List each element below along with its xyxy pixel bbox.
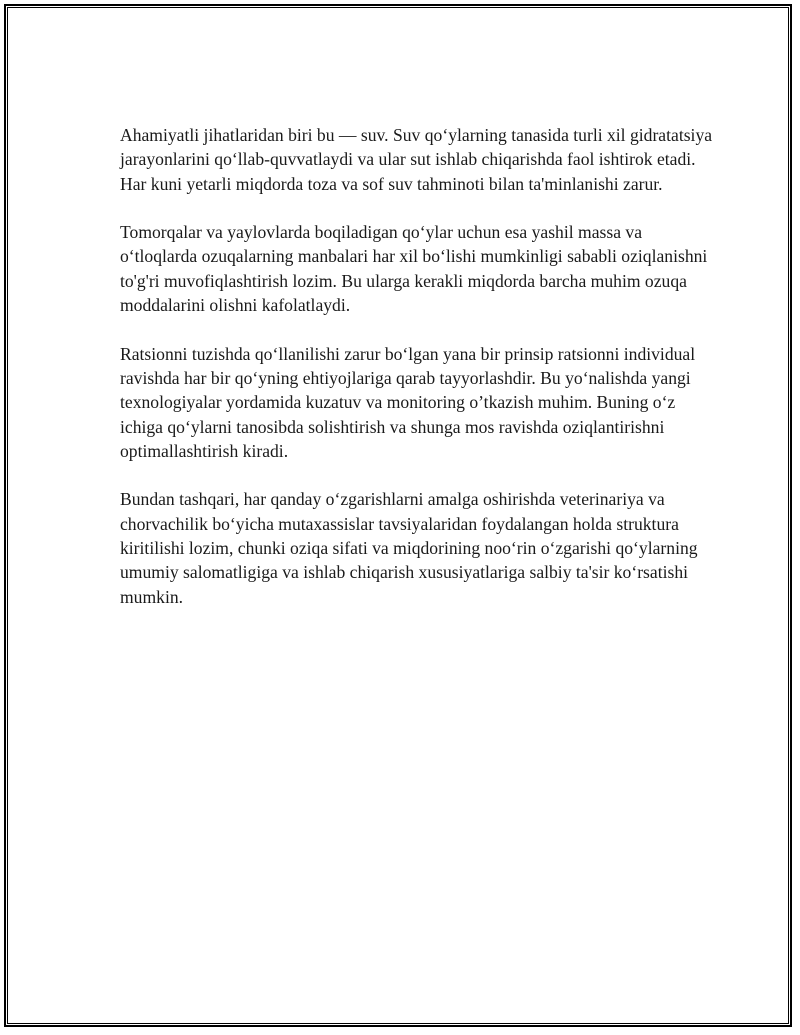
document-body xyxy=(120,123,720,633)
paragraph-pasture-feeding: Tomorqalar va yaylovlarda boqiladigan qo‘ylar uchun esa yashil massa va o‘tloqlarda ozuqalarning manbalari har xil bo‘lishi mumkinligi sababli oziqlanishni to'g'ri muvofiqlashtirish lozim. Bu ularga kerakli miqdorda barcha muhim ozuqa moddalarini olishni kafolatlaydi. xyxy=(120,222,708,316)
paragraph-expert-recommendations: Bundan tashqari, har qanday o‘zgarishlarni amalga oshirishda veterinariya va chorvachilik bo‘yicha mutaxassislar tavsiyalaridan foydalangan holda struktura kiritilishi lozim, chunki oziqa sifati va miqdorining noo‘rin o‘zgarishi qo‘ylarning umumiy salomatligiga va ishlab chiqarish xususiyatlariga salbiy ta'sir ko‘rsatishi mumkin. xyxy=(120,489,698,607)
paragraph-individual-ration: Ratsionni tuzishda qo‘llanilishi zarur bo‘lgan yana bir prinsip ratsionni individual ravishda har bir qo‘yning ehtiyojlariga qarab tayyorlashdir. Bu yo‘nalishda yangi texnologiyalar yordamida kuzatuv va monitoring o’tkazish muhim. Buning o‘z ichiga qo‘ylarni tanosibda solishtirish va shunga mos ravishda oziqlantirishni optimallashtirish kiradi. xyxy=(120,343,696,461)
page-border xyxy=(4,4,792,1027)
paragraph-water: Ahamiyatli jihatlaridan biri bu — suv. Suv qo‘ylarning tanasida turli xil gidratatsiya jarayonlarini qo‘llab-quvvatlaydi va ular sut ishlab chiqarishda faol ishtirok etadi. Har kuni yetarli miqdorda toza va sof suv tahminoti bilan ta'minlanishi zarur. xyxy=(120,125,713,194)
